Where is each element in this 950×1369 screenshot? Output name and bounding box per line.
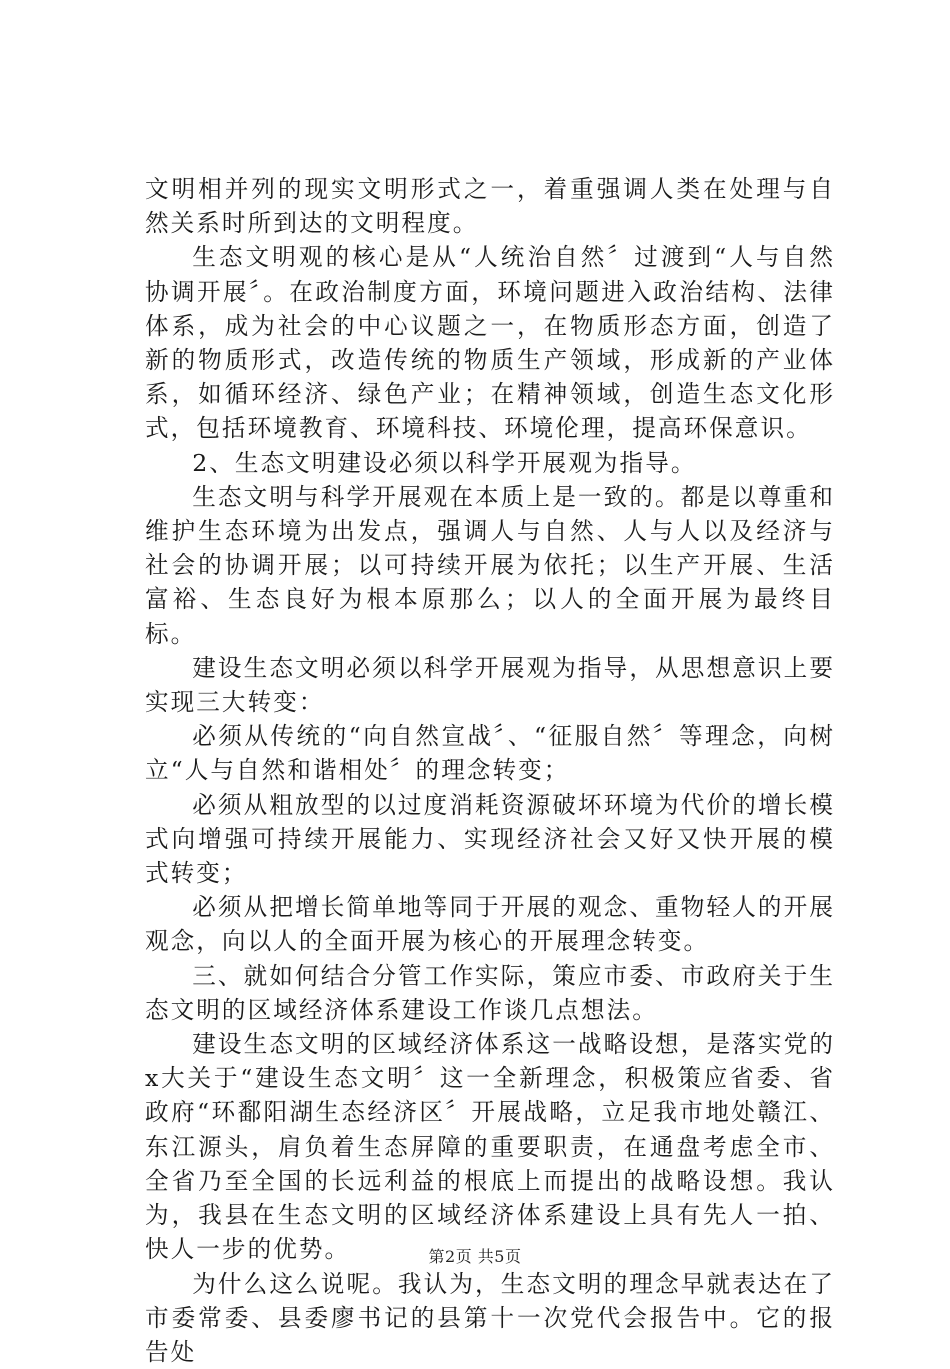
paragraph-4: 生态文明与科学开展观在本质上是一致的。都是以尊重和维护生态环境为出发点，强调人与自然、人与人以及经济与社会的协调开展；以可持续开展为依托；以生产开展、生活富裕、生态良好为根本原那么；以人的全面开展为最终目标。 [145,480,835,651]
paragraph-7: 必须从粗放型的以过度消耗资源破坏环境为代价的增长模式向增强可持续开展能力、实现经济社会又好又快开展的模式转变； [145,788,835,891]
paragraph-6: 必须从传统的“向自然宣战〞、“征服自然〞等理念，向树立“人与自然和谐相处〞的理念转变； [145,719,835,787]
paragraph-11: 为什么这么说呢。我认为，生态文明的理念早就表达在了市委常委、县委廖书记的县第十一次党代会报告中。它的报告处 [145,1267,835,1369]
page-number: 第2页 共5页 [0,1244,950,1267]
paragraph-9: 三、就如何结合分管工作实际，策应市委、市政府关于生态文明的区域经济体系建设工作谈几点想法。 [145,959,835,1027]
paragraph-8: 必须从把增长简单地等同于开展的观念、重物轻人的开展观念，向以人的全面开展为核心的开展理念转变。 [145,890,835,958]
paragraph-3: 2、生态文明建设必须以科学开展观为指导。 [145,446,835,480]
paragraph-10: 建设生态文明的区域经济体系这一战略设想，是落实党的x大关于“建设生态文明〞这一全新理念，积极策应省委、省政府“环鄱阳湖生态经济区〞开展战略，立足我市地处赣江、东江源头，肩负着生态屏障的重要职责，在通盘考虑全市、全省乃至全国的长远利益的根底上而提出的战略设想。我认为，我县在生态文明的区域经济体系建设上具有先人一拍、快人一步的优势。 [145,1027,835,1266]
document-body [145,172,835,1369]
paragraph-1: 文明相并列的现实文明形式之一，着重强调人类在处理与自然关系时所到达的文明程度。 [145,172,835,240]
paragraph-5: 建设生态文明必须以科学开展观为指导，从思想意识上要实现三大转变： [145,651,835,719]
paragraph-2: 生态文明观的核心是从“人统治自然〞过渡到“人与自然协调开展〞。在政治制度方面，环境问题进入政治结构、法律体系，成为社会的中心议题之一，在物质形态方面，创造了新的物质形式，改造传统的物质生产领域，形成新的产业体系，如循环经济、绿色产业；在精神领域，创造生态文化形式，包括环境教育、环境科技、环境伦理，提高环保意识。 [145,240,835,445]
